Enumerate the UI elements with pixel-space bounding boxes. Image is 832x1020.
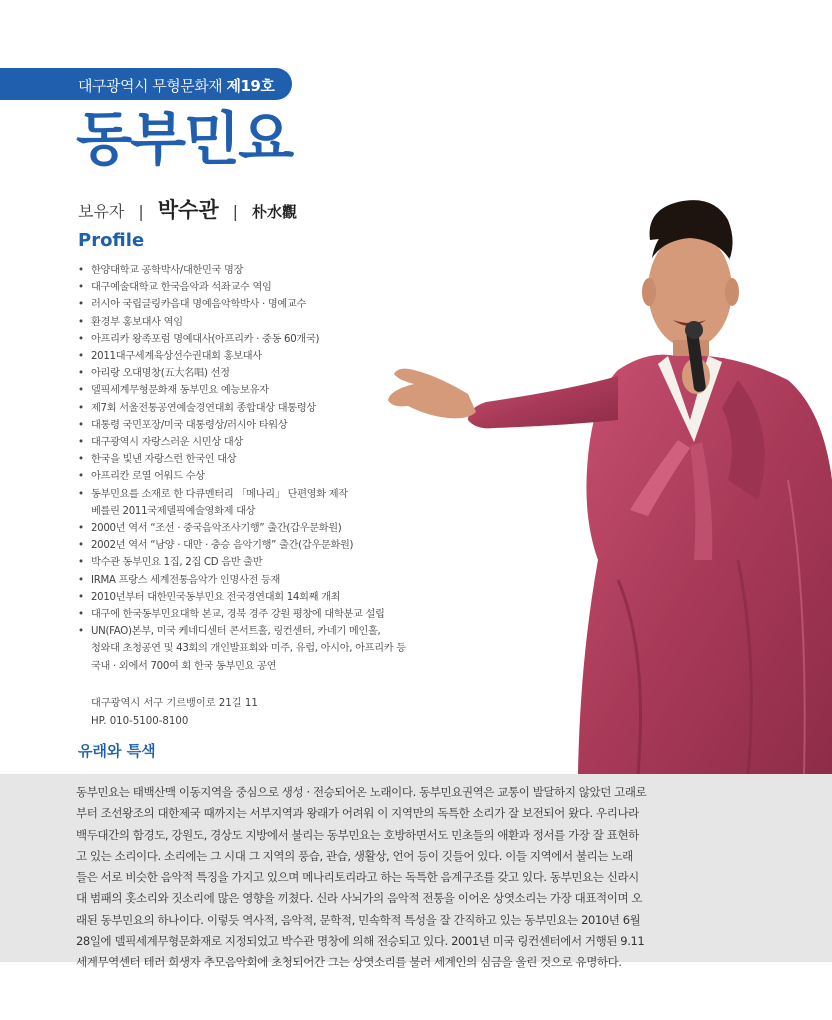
holder-label: 보유자 [78,202,125,221]
profile-item-line: • 대구광역시 자랑스러운 시민상 대상 [91,437,243,449]
profile-item-line: • 대구에 한국동부민요대학 본교, 경북 경주 강원 평창에 대학분교 설립 [91,609,385,621]
address: 대구광역시 서구 기르뱅이로 21길 11 [91,698,258,709]
origin-heading: 유래와 특색 [78,742,156,760]
origin-text-line: 대 범패의 홋소리와 짓소리에 많은 영향을 끼쳤다. 신라 사뇌가의 음악적 전통을 이어온 상엿소리는 가장 대표적이며 오 [76,891,643,906]
profile-item-line: • 동부민요를 소재로 한 다큐멘터리 「메나리」 단편영화 제작 [91,488,348,500]
holder-line [78,194,297,224]
profile-heading: Profile [78,230,145,251]
page-title: 동부민요 [76,105,293,173]
origin-text-line: 부터 조선왕조의 대한제국 때까지는 서부지역과 왕래가 어려워 이 지역만의 독특한 소리가 잘 보전되어 왔다. 우리나라 [76,806,639,821]
profile-item-line: • 아리랑 오대명창(五大名唱) 선정 [91,368,230,380]
profile-item-line: • 2002년 역서 “남양 · 대만 · 충승 음악기행” 출간(갑우문화원) [91,540,354,552]
separator: | [232,202,239,221]
singer-photo [318,180,832,774]
profile-item-line: 국내 · 외에서 700여 회 한국 동부민요 공연 [91,660,277,672]
origin-text [76,782,696,974]
profile-item-line: • 러시아 국립글링카음대 명예음악학박사 · 명예교수 [91,299,307,311]
origin-text-line: 세계무역센터 테러 희생자 추모음악회에 초청되어간 그는 상엿소리를 불러 세계인의 심금을 울린 것으로 유명하다. [76,955,622,970]
origin-text-line: 들은 서로 비슷한 음악적 특징을 가지고 있으며 메나리토리라고 하는 독특한 음계구조를 갖고 있다. 동부민요는 신라시 [76,870,639,885]
holder-name-hanja: 朴水觀 [252,203,298,221]
profile-item-line: • 대구예술대학교 한국음악과 석좌교수 역임 [91,282,272,294]
origin-text-line: 28일에 델픽세계무형문화재로 지정되었고 박수관 명창에 의해 전승되고 있다. 2001년 미국 링컨센터에서 거행된 9.11 [76,934,645,949]
origin-text-line: 백두대간의 함경도, 강원도, 경상도 지방에서 불리는 동부민요는 호방하면서도 민초들의 애환과 정서를 가장 잘 표현하 [76,827,639,842]
profile-item-line: • 2011대구세계육상선수권대회 홍보대사 [91,351,262,363]
profile-item-line: • 제7회 서울전통공연예술경연대회 종합대상 대통령상 [91,402,316,414]
profile-item-line: • 환경부 홍보대사 역임 [91,316,183,328]
holder-name: 박수관 [157,197,219,222]
profile-item-line: • 한국을 빛낸 자랑스런 한국인 대상 [91,454,237,466]
profile-item-line: • 아프리카 왕족포럼 명예대사(아프리카 · 중동 60개국) [91,333,320,345]
banner-text [78,75,274,96]
profile-item-line: • 한양대학교 공학박사/대한민국 명장 [91,265,244,276]
profile-item-line: • UN(FAO)본부, 미국 케네디센터 콘서트홀, 링컨센터, 카네기 메인홀, [91,626,381,638]
profile-item-line: • 박수관 동부민요 1집, 2집 CD 음반 출반 [91,557,263,569]
profile-item-line: • IRMA 프랑스 세계전통음악가 인명사전 등재 [91,574,281,586]
origin-text-line: 동부민요는 태백산맥 이동지역을 중심으로 생성 · 전승되어온 노래이다. 동부민요권역은 교통이 발달하지 않았던 고래로 [76,785,647,799]
banner-number: 제19호 [226,77,275,95]
phone: HP. 010-5100-8100 [91,715,189,727]
profile-item-line: 베를린 2011국제델픽예술영화제 대상 [91,505,256,517]
profile-item-line: • 대통령 국민포장/미국 대통령상/러시아 타워상 [91,419,288,431]
profile-item-line: • 델픽세계무형문화재 동부민요 예능보유자 [91,385,269,397]
profile-item-line: • 2010년부터 대한민국동부민요 전국경연대회 14회째 개최 [91,591,341,603]
profile-item-line: • 아프리칸 로열 어워드 수상 [91,471,205,483]
contact-block [91,695,258,730]
origin-text-line: 고 있는 소리이다. 소리에는 그 시대 그 지역의 풍습, 관습, 생활상, 언어 등이 깃들어 있다. 이들 지역에서 불리는 노래 [76,848,633,863]
origin-text-line: 래된 동부민요의 하나이다. 이렇듯 역사적, 음악적, 문학적, 민속학적 특성을 잘 간직하고 있는 동부민요는 2010년 6월 [76,912,641,927]
banner-prefix: 대구광역시 무형문화재 [78,77,223,95]
profile-item-line: 청와대 초청공연 및 43회의 개인발표회와 미주, 유럽, 아시아, 아프리카 등 [91,643,406,655]
profile-item-line: • 2000년 역서 “조선 · 중국음악조사기행” 출간(갑우문화원) [91,523,342,535]
separator: | [138,202,144,221]
